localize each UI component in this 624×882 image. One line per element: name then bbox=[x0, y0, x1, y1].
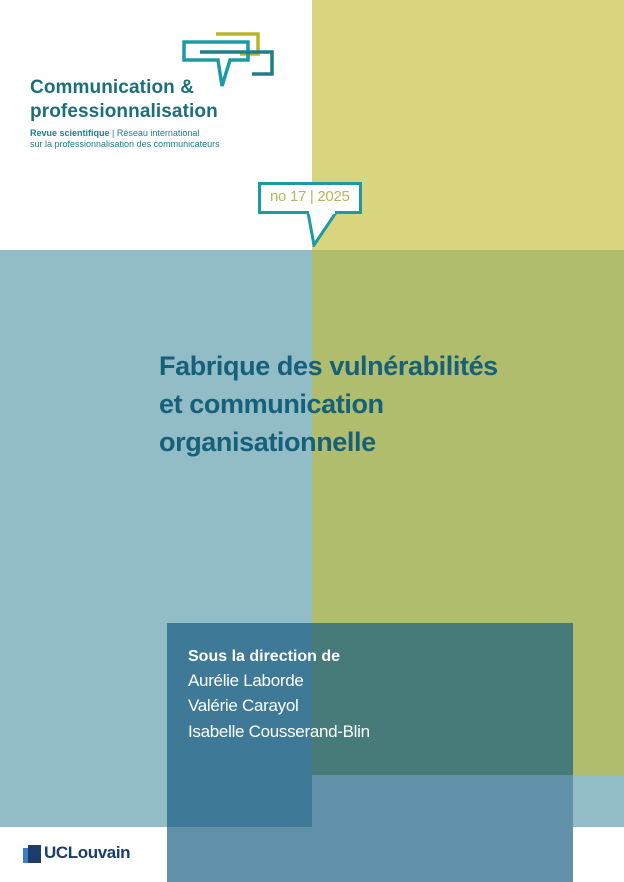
issue-number: no 17 | 2025 bbox=[270, 188, 350, 205]
direction-label: Sous la direction de bbox=[188, 648, 341, 665]
title-line2: et communication bbox=[159, 389, 384, 419]
page-title bbox=[159, 347, 579, 461]
editor-name: Aurélie Laborde bbox=[188, 671, 304, 690]
journal-subtitle-rest: | Réseau international bbox=[109, 128, 200, 138]
journal-subtitle bbox=[30, 128, 220, 150]
blue-panel-corner bbox=[573, 775, 624, 827]
badge-tail-icon bbox=[306, 211, 340, 247]
title-line3: organisationnelle bbox=[159, 427, 376, 457]
title-line1: Fabrique des vulnérabilités bbox=[159, 351, 498, 381]
footer-right bbox=[573, 827, 624, 882]
journal-subtitle-line2: sur la professionnalisation des communicateurs bbox=[30, 139, 220, 149]
journal-title-line1: Communication & bbox=[30, 77, 195, 98]
journal-subtitle-bold: Revue scientifique bbox=[30, 128, 110, 138]
uclouvain-logo-icon bbox=[23, 845, 41, 863]
editor-name: Valérie Carayol bbox=[188, 696, 299, 715]
journal-title-line2: professionnalisation bbox=[30, 101, 218, 122]
journal-title bbox=[30, 76, 218, 124]
editor-name: Isabelle Cousserand-Blin bbox=[188, 722, 370, 741]
publisher-name: UCLouvain bbox=[44, 843, 131, 862]
